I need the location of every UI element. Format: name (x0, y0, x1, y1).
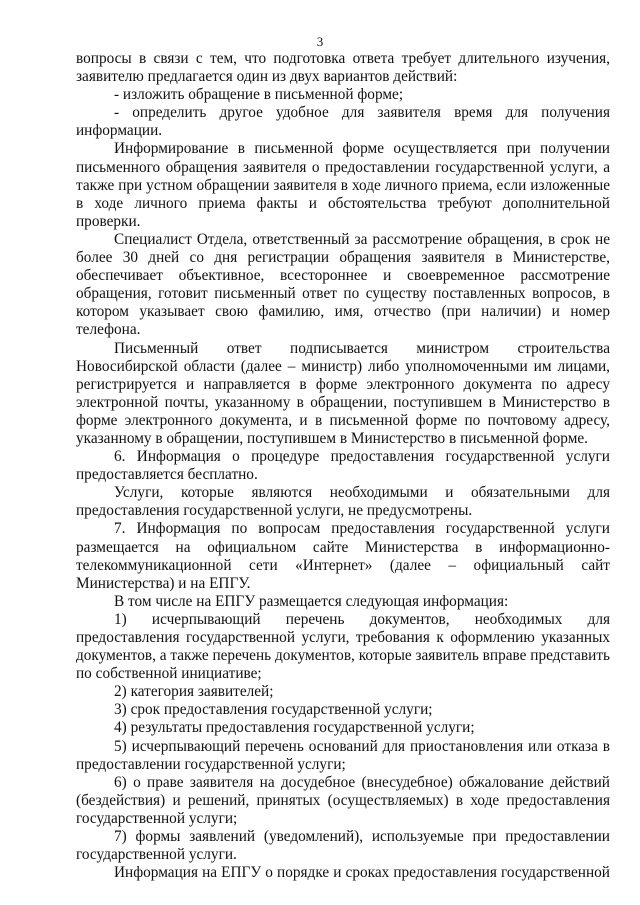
paragraph-epgu-intro: В том числе на ЕПГУ размещается следующая информация: (114, 592, 509, 610)
paragraph-written-informing: Информирование в письменной форме осуществляется при получении письменного обращения заявителя о предоставлении государственной услуги, а также при устном обращении заявителя в ходе личного приема, если изложенные в ходе личного приема факты и обстоятельства требуют дополнительной проверки. (76, 140, 610, 230)
list-item-option-other-time: - определить другое удобное для заявителя время для получения информации. (76, 104, 610, 140)
list-item-1: 1) исчерпывающий перечень документов, необходимых для предоставления государственной услуги, требования к оформлению указанных документов, а также перечень документов, которые заявитель вправе представить по собственной инициативе; (76, 610, 610, 683)
list-item-2: 2) категория заявителей; (114, 683, 274, 701)
paragraph-epgu-procedure: Информация на ЕПГУ о порядке и сроках предоставления государственной (114, 864, 610, 882)
list-item-5: 5) исчерпывающий перечень оснований для приостановления или отказа в предоставлении государственной услуги; (76, 737, 610, 773)
page-number: 3 (316, 34, 324, 49)
list-item-4: 4) результаты предоставления государственной услуги; (114, 719, 475, 737)
paragraph-written-response: Письменный ответ подписывается министром строительства Новосибирской области (далее – министр) либо уполномоченными им лицами, регистрируется и направляется в форме электронного документа по адресу электронной почты, указанному в обращении, поступившем в Министерство в форме электронного документа, и в письменной форме по почтовому адресу, указанному в обращении, поступившем в Министерство в письменной форме. (76, 339, 610, 447)
paragraph-specialist-review: Специалист Отдела, ответственный за рассмотрение обращения, в срок не более 30 дней со дня регистрации обращения заявителя в Министерстве, обеспечивает объективное, всестороннее и своевременное рассмотрение обращения, готовит письменный ответ по существу поставленных вопросов, в котором указывает свою фамилию, имя, отчество (при наличии) и номер телефона. (76, 230, 610, 339)
paragraph-required-services: Услуги, которые являются необходимыми и обязательными для предоставления государственной услуги, не предусмотрены. (76, 484, 610, 520)
list-item-option-written: - изложить обращение в письменной форме; (114, 86, 404, 104)
document-body (76, 50, 610, 882)
list-item-6: 6) о праве заявителя на досудебное (внесудебное) обжалование действий (бездействия) и решений, принятых (осуществляемых) в ходе предоставления государственной услуги; (76, 773, 610, 827)
list-item-3: 3) срок предоставления государственной услуги; (114, 701, 433, 719)
list-item-7: 7) формы заявлений (уведомлений), используемые при предоставлении государственной услуги. (76, 828, 610, 864)
paragraph-item-6: 6. Информация о процедуре предоставления государственной услуги предоставляется бесплатно. (76, 448, 610, 484)
paragraph-continuation: вопросы в связи с тем, что подготовка ответа требует длительного изучения, заявителю предлагается один из двух вариантов действий: (76, 50, 610, 86)
paragraph-item-7: 7. Информация по вопросам предоставления государственной услуги размещается на официальном сайте Министерства в информационно-телекоммуникационной сети «Интернет» (далее – официальный сайт Министерства) и на ЕПГУ. (76, 520, 610, 592)
